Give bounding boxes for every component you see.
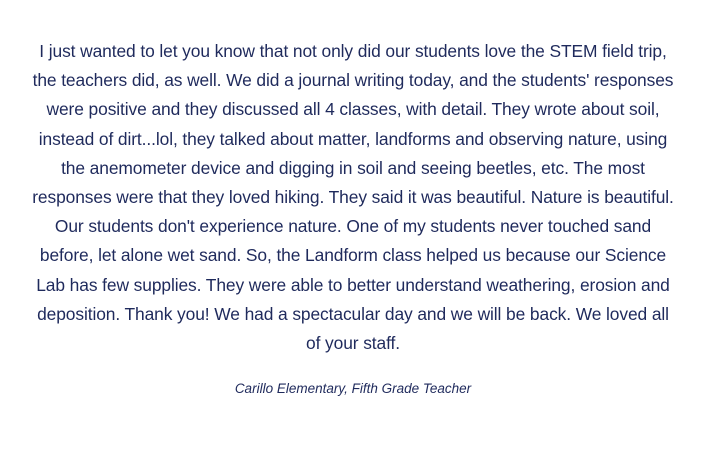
testimonial-attribution: Carillo Elementary, Fifth Grade Teacher [234, 381, 472, 397]
testimonial-block [30, 37, 676, 398]
testimonial-quote: I just wanted to let you know that not only did our students love the STEM field trip, the teachers did, as well. We did a journal writing today, and the students' responses were positive and they discussed all 4 classes, with detail. They wrote about soil, instead of dirt...lol, they talked about matter, landforms and observing nature, using the anemometer device and digging in soil and seeing beetles, etc. The most responses were that they loved hiking. They said it was beautiful. Nature is beautiful. Our students don't experience nature. One of my students never touched sand before, let alone wet sand. So, the Landform class helped us because our Science Lab has few supplies. They were able to better understand weathering, erosion and deposition. Thank you! We had a spectacular day and we will be back. We loved all of your staff. [32, 41, 674, 354]
